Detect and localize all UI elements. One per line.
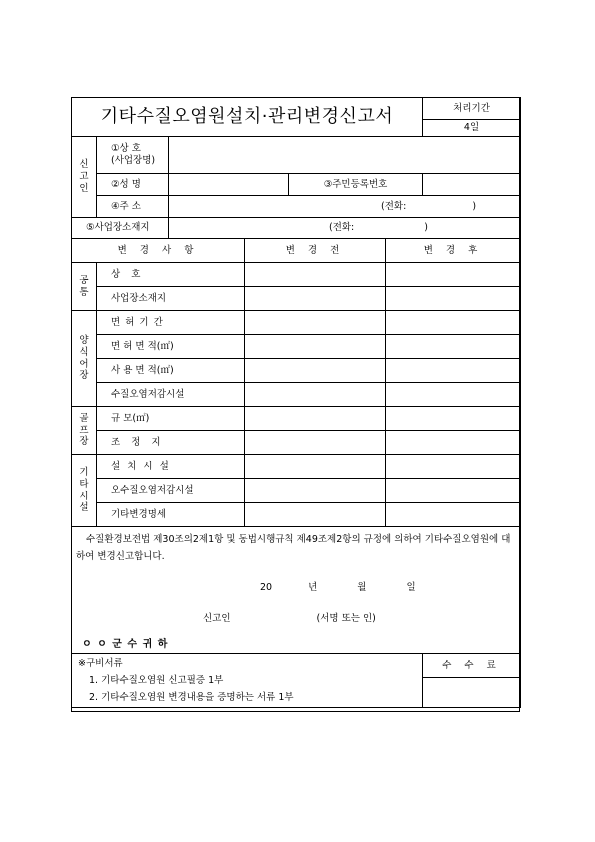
group-golf-label: 골프장	[72, 407, 97, 455]
site-phone-close: )	[424, 222, 428, 234]
person-name-field[interactable]	[169, 174, 289, 196]
site-location-label: ⑤사업장소재지	[72, 218, 169, 239]
date-day-label: 일	[406, 582, 416, 593]
company-name-field[interactable]	[169, 137, 521, 174]
address-field[interactable]	[169, 196, 521, 218]
fee-label: 수 수 료	[423, 654, 521, 678]
item-label: 사업장소재지	[97, 287, 245, 311]
before-field[interactable]	[245, 455, 386, 479]
group-aquaculture-label: 양식어장	[72, 311, 97, 407]
item-label: 면 허 면 적(㎡)	[97, 335, 245, 359]
site-phone-label: (전화:	[329, 222, 355, 234]
item-label: 설 치 시 설	[97, 455, 245, 479]
item-label: 기타변경명세	[97, 503, 245, 527]
after-field[interactable]	[386, 383, 521, 407]
processing-period-label: 처리기간	[423, 98, 521, 120]
form-table	[71, 97, 521, 708]
before-field[interactable]	[245, 503, 386, 527]
addressee: ㅇ ㅇ 군 수 귀 하	[82, 638, 169, 650]
form-title: 기타수질오염원설치·관리변경신고서	[72, 98, 423, 137]
registration-number-field[interactable]	[423, 174, 521, 196]
attachment-item: 1. 기타수질오염원 신고필증 1부	[89, 674, 224, 686]
before-field[interactable]	[245, 335, 386, 359]
after-field[interactable]	[386, 263, 521, 287]
address-phone-close: )	[472, 200, 477, 212]
company-name-label-text: ①상 호	[111, 143, 141, 155]
before-field[interactable]	[245, 431, 386, 455]
report-form	[71, 97, 520, 708]
before-field[interactable]	[245, 263, 386, 287]
attachments-block	[72, 654, 423, 708]
declaration-date	[72, 582, 520, 594]
col-header-item: 변 경 사 항	[72, 239, 245, 263]
declaration-text: 수질환경보전법 제30조의2제1항 및 동법시행규칙 제49조제2항의 규정에 의하여 기타수질오염원에 대하여 변경신고합니다.	[76, 534, 511, 562]
item-label: 조 정 지	[97, 431, 245, 455]
attachments-heading: ※구비서류	[78, 658, 123, 669]
item-label: 수질오염저감시설	[97, 383, 245, 407]
after-field[interactable]	[386, 431, 521, 455]
group-common-label: 공통	[72, 263, 97, 311]
after-field[interactable]	[386, 335, 521, 359]
signer-label: 신고인	[203, 612, 231, 624]
after-field[interactable]	[386, 287, 521, 311]
declaration-block	[72, 527, 521, 654]
date-year-prefix: 20	[260, 582, 273, 593]
address-phone-label: (전화:	[381, 200, 407, 212]
item-label: 면 허 기 간	[97, 311, 245, 335]
col-header-after: 변 경 후	[386, 239, 521, 263]
company-name-sublabel: (사업장명)	[111, 155, 156, 166]
item-label: 오수질오염저감시설	[97, 479, 245, 503]
group-other-label: 기타시설	[72, 455, 97, 527]
date-year-label: 년	[308, 582, 318, 593]
before-field[interactable]	[245, 383, 386, 407]
before-field[interactable]	[245, 359, 386, 383]
applicant-group-label: 신고인	[72, 137, 97, 218]
before-field[interactable]	[245, 311, 386, 335]
declaration-signer	[72, 613, 520, 625]
company-name-label	[97, 137, 169, 174]
after-field[interactable]	[386, 359, 521, 383]
date-month-label: 월	[357, 582, 367, 593]
item-label: 상 호	[97, 263, 245, 287]
after-field[interactable]	[386, 503, 521, 527]
after-field[interactable]	[386, 479, 521, 503]
item-label: 사 용 면 적(㎡)	[97, 359, 245, 383]
after-field[interactable]	[386, 407, 521, 431]
before-field[interactable]	[245, 407, 386, 431]
item-label: 규 모(㎡)	[97, 407, 245, 431]
before-field[interactable]	[245, 479, 386, 503]
person-name-label: ②성 명	[97, 174, 169, 196]
after-field[interactable]	[386, 455, 521, 479]
registration-number-label: ③주민등록번호	[289, 174, 423, 196]
sign-note: (서명 또는 인)	[316, 612, 376, 624]
address-label: ④주 소	[97, 196, 169, 218]
processing-period-value: 4일	[423, 120, 521, 137]
after-field[interactable]	[386, 311, 521, 335]
attachment-item: 2. 기타수질오염원 변경내용을 증명하는 서류 1부	[89, 691, 294, 703]
site-location-field[interactable]	[169, 218, 521, 239]
col-header-before: 변 경 전	[245, 239, 386, 263]
before-field[interactable]	[245, 287, 386, 311]
fee-field[interactable]	[423, 678, 521, 708]
